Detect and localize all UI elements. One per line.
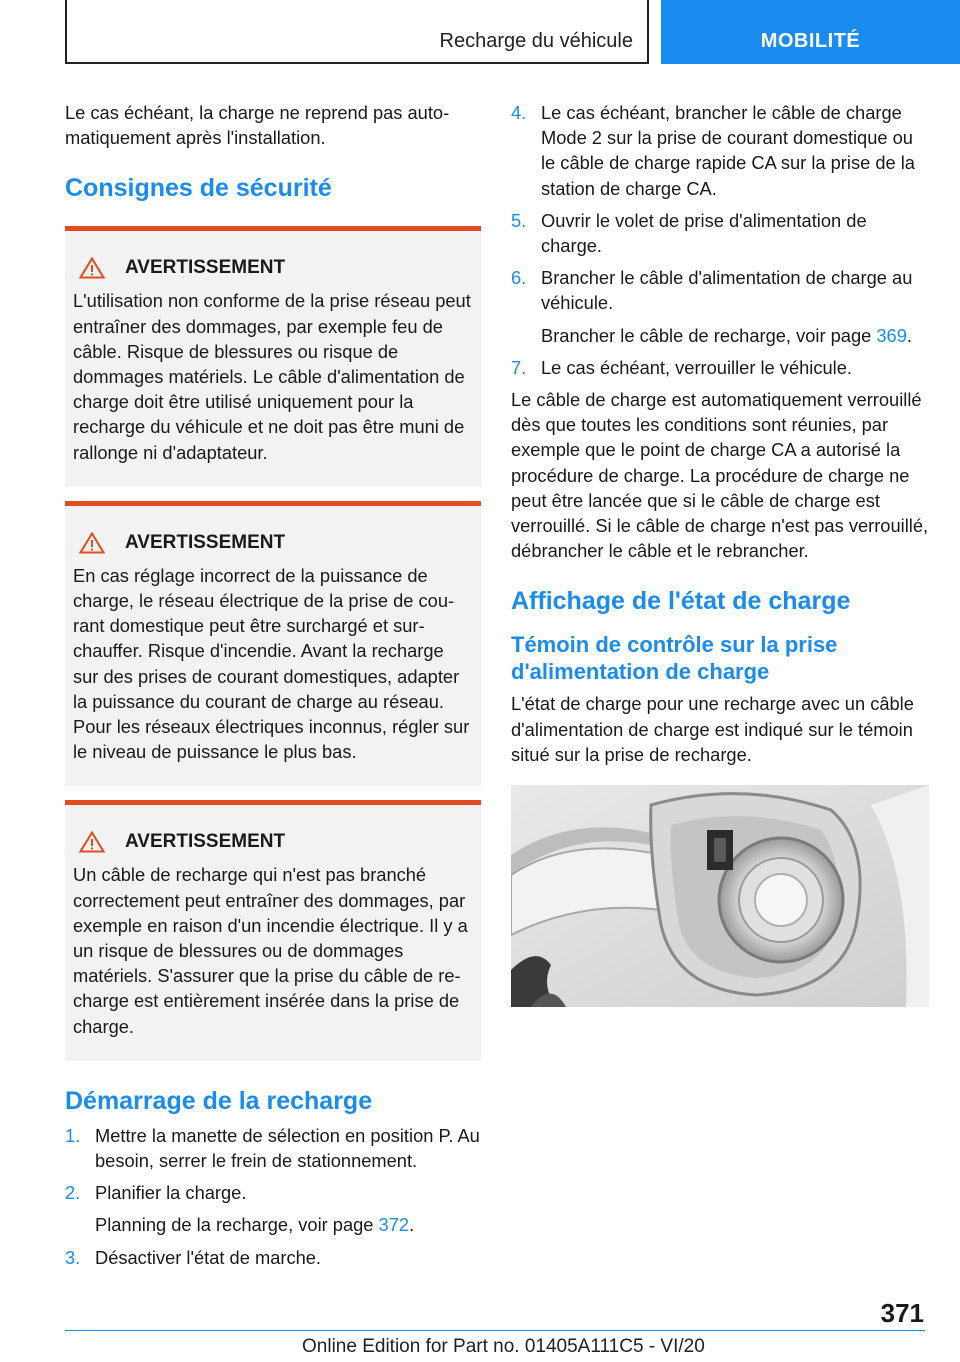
warning-box (65, 226, 481, 486)
right-column (511, 100, 929, 1007)
page-reference-link[interactable]: 372 (378, 1214, 410, 1236)
warning-text: L'utilisation non conforme de la prise réseau peut entraîner des dommages, par exemple feu de câble. Risque de blessures ou risque de dommages matériels. Le câble d'alimentation de charge doit être utilisé uniquement pour la recharge du véhicule et ne doit pas être muni de rallonge ni d'adaptateur. (73, 290, 471, 463)
page-number: 371 (880, 1298, 924, 1328)
list-item: 1. Mettre la manette de sélection en position P. Au besoin, serrer le frein de stationnement. (65, 1124, 480, 1172)
warning-title: AVERTISSEMENT (125, 257, 286, 279)
charge-status-heading: Affichage de l'état de charge (511, 587, 851, 616)
indicator-heading: Témoin de contrôle sur la prise d'alimentation de charge (511, 632, 838, 685)
warning-text: Un câble de recharge qui n'est pas branché correctement peut entraîner des dommages, par exemple en raison d'un incendie électrique. Il y a un risque de blessures ou de dommages matériels. S'assurer que la prise du câble de recharge est entièrement insérée dans la prise de charge. (73, 864, 468, 1037)
warning-triangle-icon (79, 532, 105, 554)
section-tab (65, 0, 649, 64)
page-reference-link[interactable]: 369 (876, 324, 907, 346)
section-title: Recharge du véhicule (439, 30, 633, 52)
chapter-tab: MOBILITÉ (661, 0, 960, 64)
list-item: 4. Le cas échéant, brancher le câble de charge Mode 2 sur la prise de courant domestique ou le câble de charge rapide CA sur la prise de la station de charge CA. (511, 102, 915, 199)
left-column (65, 100, 481, 1270)
intro-paragraph: Le cas échéant, la charge ne reprend pas automatiquement après l'installation. (65, 102, 450, 149)
start-charging-heading: Démarrage de la recharge (65, 1086, 373, 1115)
list-item: 2. Planifier la charge. Planning de la recharge, voir page 372. (65, 1182, 415, 1236)
warning-text: En cas réglage incorrect de la puissance de charge, le réseau électrique de la prise de courant domestique peut être surchargé et surchauffer. Risque d'incendie. Avant la recharge sur des prises de courant domestiques, adapter la puissance du courant de charge au réseau. Pour les réseaux électriques inconnus, régler sur le niveau de puissance le plus bas. (73, 564, 470, 763)
step-number: 7. (511, 356, 527, 378)
safety-heading: Consignes de sécurité (65, 174, 332, 203)
list-item: 7. Le cas échéant, verrouiller le véhicule. (511, 355, 929, 380)
start-steps-list (65, 1123, 481, 1270)
warning-triangle-icon (79, 257, 105, 279)
list-item: 5. Ouvrir le volet de prise d'alimentation de charge. (511, 209, 867, 257)
step-number: 6. (511, 267, 527, 289)
warning-box (65, 501, 481, 787)
list-item: 3. Désactiver l'état de marche. (65, 1245, 481, 1270)
footer-divider (65, 1330, 925, 1331)
charging-socket-photo (511, 785, 929, 1007)
warning-box (65, 800, 481, 1060)
step-number: 3. (65, 1246, 81, 1268)
step-number: 4. (511, 102, 527, 123)
indicator-paragraph: L'état de charge pour une recharge avec un câble d'alimentation de charge est indiqué sur le témoin situé sur la prise de recharge. (511, 693, 914, 765)
step-number: 1. (65, 1124, 81, 1146)
edition-footer: Online Edition for Part no. 01405A111C5 - VI/20 (302, 1336, 705, 1357)
step-number: 5. (511, 209, 527, 231)
warning-triangle-icon (79, 831, 105, 853)
step-number: 2. (65, 1182, 81, 1204)
list-item: 6. Brancher le câble d'alimentation de charge au véhicule. Brancher le câble de recharge, voir page 369. (511, 267, 913, 346)
warning-title: AVERTISSEMENT (125, 831, 286, 853)
continued-steps-list (511, 100, 929, 380)
cable-locking-paragraph: Le câble de charge est automatiquement verrouillé dès que toutes les conditions sont réunies, par exemple que le point de charge CA a autorisé la procédure de charge. La procédure de charge ne peut être lancée que si le câble de charge est verrouillé. Si le câble de charge n'est pas verrouillé, débrancher le câble et le rebrancher. (511, 389, 929, 562)
warning-title: AVERTISSEMENT (125, 531, 286, 553)
page-header (65, 0, 960, 64)
